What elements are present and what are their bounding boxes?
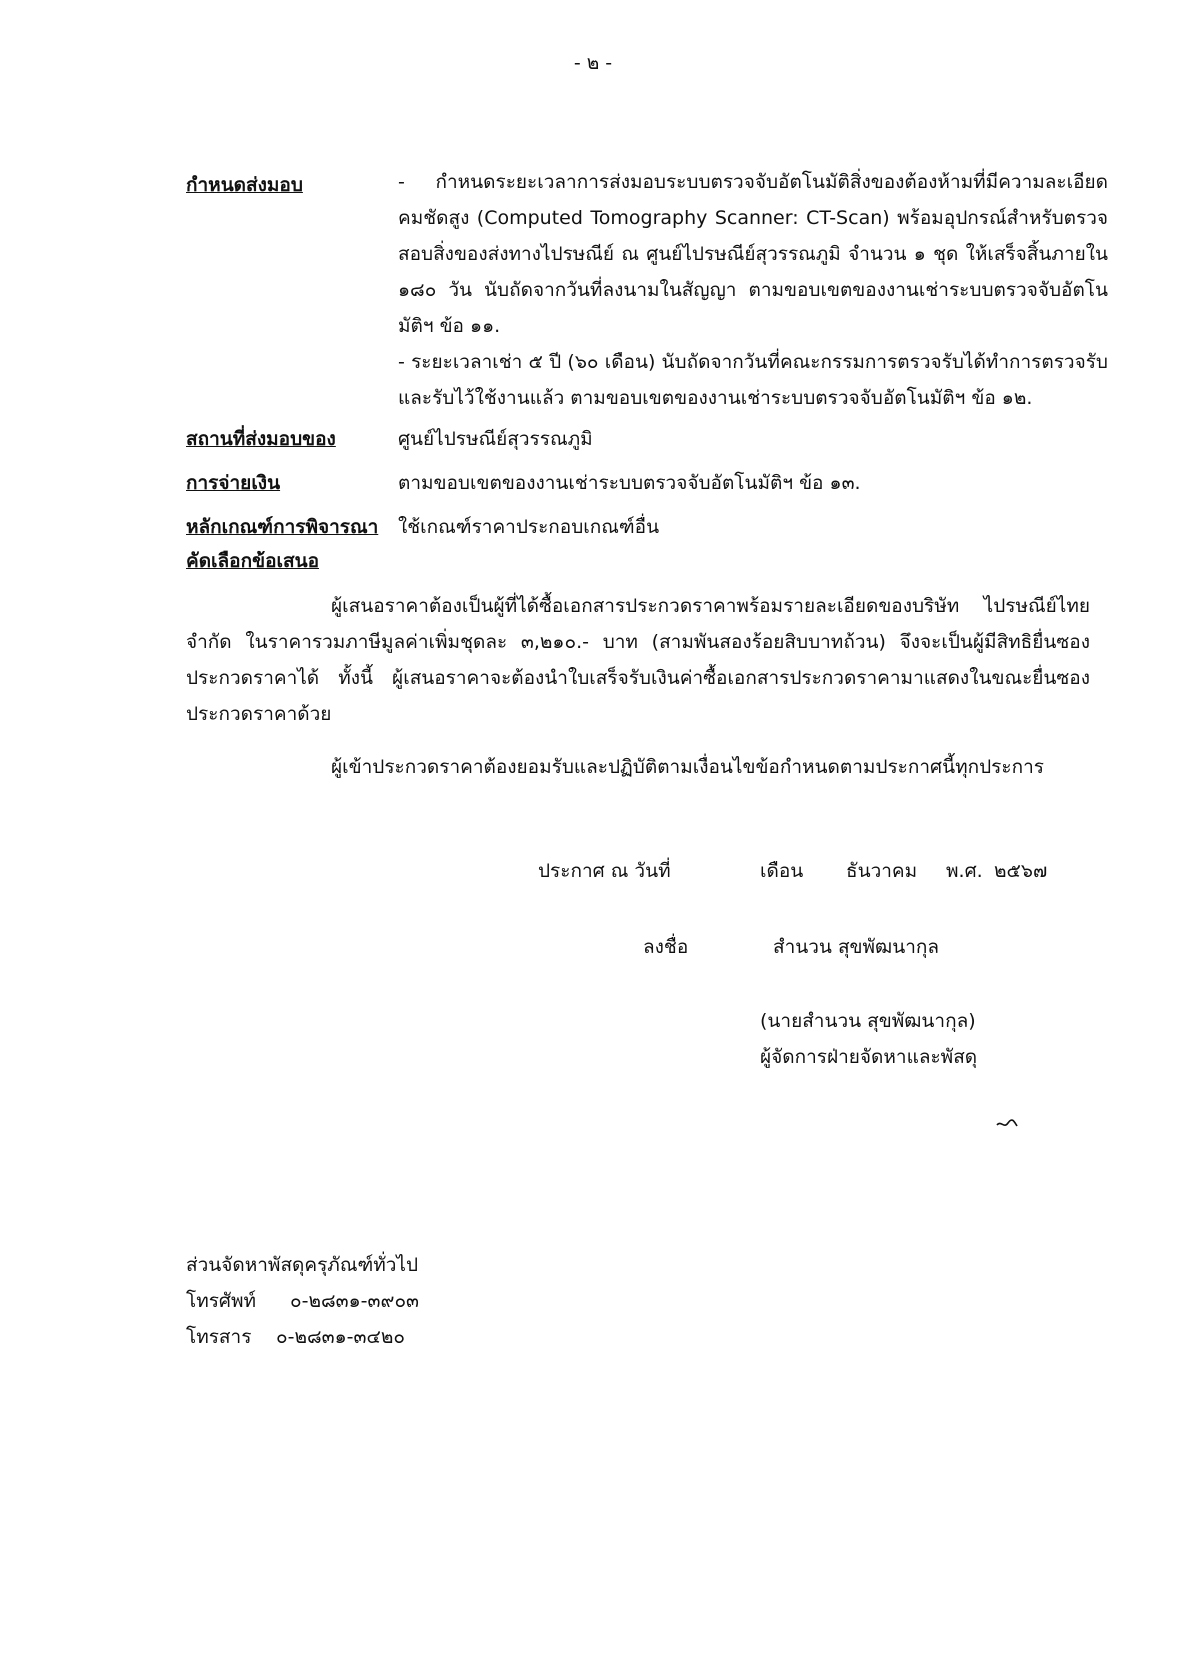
announcement-year-label: พ.ศ. bbox=[946, 860, 983, 882]
announcement-month-label: เดือน bbox=[760, 860, 804, 882]
delivery-schedule-line-2: - ระยะเวลาเช่า ๕ ปี (๖๐ เดือน) นับถัดจากวันที่คณะกรรมการตรวจรับได้ทำการตรวจรับและรับไว้ใช้งานแล้ว ตามขอบเขตของงานเช่าระบบตรวจจับอัตโนมัติฯ ข้อ ๑๒. bbox=[398, 351, 1108, 409]
payment-value: ตามขอบเขตของงานเช่าระบบตรวจจับอัตโนมัติฯ ข้อ ๑๓. bbox=[398, 472, 861, 494]
criteria-label-line-1: หลักเกณฑ์การพิจารณา bbox=[186, 516, 379, 538]
sign-label: ลงชื่อ bbox=[643, 936, 689, 958]
acceptance-paragraph: ผู้เข้าประกวดราคาต้องยอมรับและปฏิบัติตามเงื่อนไขข้อกำหนดตามประกาศนี้ทุกประการ bbox=[331, 756, 1044, 778]
signed-name: สำนวน สุขพัฒนากุล bbox=[773, 936, 940, 958]
bid-document-paragraph: ผู้เสนอราคาต้องเป็นผู้ที่ได้ซื้อเอกสารประกวดราคาพร้อมรายละเอียดของบริษัท ไปรษณีย์ไทย จำกัด ในราคารวมภาษีมูลค่าเพิ่มชุดละ ๓,๒๑๐.- บาท (สามพันสองร้อยสิบบาทถ้วน) จึงจะเป็นผู้มีสิทธิยื่นซองประกวดราคาได้ ทั้งนี้ ผู้เสนอราคาจะต้องนำใบเสร็จรับเงินค่าซื้อเอกสารประกวดราคามาแสดงในขณะยื่นซองประกวดราคาด้วย bbox=[186, 595, 1090, 725]
criteria-value: ใช้เกณฑ์ราคาประกอบเกณฑ์อื่น bbox=[398, 516, 660, 538]
contact-phone: ๐-๒๘๓๑-๓๙๐๓ bbox=[290, 1290, 420, 1312]
announcement-year: ๒๕๖๗ bbox=[994, 860, 1048, 882]
contact-department: ส่วนจัดหาพัสดุครุภัณฑ์ทั่วไป bbox=[186, 1254, 419, 1276]
payment-label: การจ่ายเงิน bbox=[186, 472, 281, 494]
announcement-prefix: ประกาศ ณ วันที่ bbox=[538, 860, 671, 882]
contact-phone-label: โทรศัพท์ bbox=[186, 1290, 257, 1312]
delivery-schedule-label: กำหนดส่งมอบ bbox=[186, 174, 303, 196]
delivery-location-label: สถานที่ส่งมอบของ bbox=[186, 428, 336, 450]
contact-fax-label: โทรสาร bbox=[186, 1326, 252, 1348]
announcement-month: ธันวาคม bbox=[846, 860, 918, 882]
delivery-schedule-line-1: - กำหนดระยะเวลาการส่งมอบระบบตรวจจับอัตโนมัติสิ่งของต้องห้ามที่มีความละเอียดคมชัดสูง (Computed Tomography Scanner: CT-Scan) พร้อมอุปกรณ์สำหรับตรวจสอบสิ่งของส่งทางไปรษณีย์ ณ ศูนย์ไปรษณีย์สุวรรณภูมิ จำนวน ๑ ชุด ให้เสร็จสิ้นภายใน ๑๘๐ วัน นับถัดจากวันที่ลงนามในสัญญา ตามขอบเขตของงานเช่าระบบตรวจจับอัตโนมัติฯ ข้อ ๑๑. bbox=[398, 171, 1108, 337]
criteria-label-line-2: คัดเลือกข้อเสนอ bbox=[186, 550, 319, 572]
signatory-position: ผู้จัดการฝ่ายจัดหาและพัสดุ bbox=[760, 1046, 978, 1068]
page-number: - ๒ - bbox=[573, 52, 613, 74]
contact-fax: ๐-๒๘๓๑-๓๔๒๐ bbox=[276, 1326, 406, 1348]
delivery-location-value: ศูนย์ไปรษณีย์สุวรรณภูมิ bbox=[398, 428, 593, 450]
initial-mark-icon bbox=[996, 1118, 1018, 1130]
delivery-schedule-content bbox=[398, 164, 1108, 416]
signatory-full-name: (นายสำนวน สุขพัฒนากุล) bbox=[760, 1010, 976, 1032]
